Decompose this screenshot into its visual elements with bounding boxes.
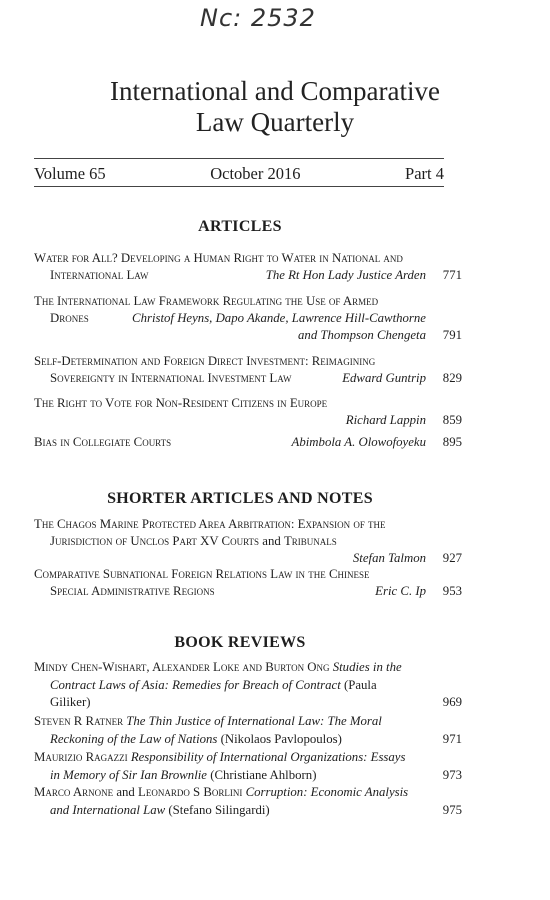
entry-title: Water for All? Developing a Human Right to Water in National and xyxy=(34,251,403,265)
issue-info xyxy=(34,164,444,184)
entry-author-cont: and Thompson Chengeta xyxy=(298,328,426,342)
review-authors: Mindy Chen-Wishart, Alexander Loke and Burton Ong xyxy=(34,660,330,674)
entry-title: Bias in Collegiate Courts xyxy=(34,435,172,449)
review-book-title-cont: in Memory of Sir Ian Brownlie xyxy=(50,767,207,782)
entry-page: 829 xyxy=(442,371,462,385)
journal-title xyxy=(0,76,550,138)
entry-title-cont: Sovereignty in International Investment Law xyxy=(50,371,292,385)
review-and: and xyxy=(116,785,135,799)
section-heading-articles: ARTICLES xyxy=(198,218,282,235)
entry-title-cont: Drones xyxy=(50,311,89,325)
toc-entry xyxy=(34,353,462,387)
toc-entry xyxy=(34,293,462,344)
review-reviewer: (Stefano Silingardi) xyxy=(168,802,270,817)
journal-title-line2: Law Quarterly xyxy=(195,107,355,137)
entry-author: Richard Lappin xyxy=(345,413,426,427)
entry-title: Comparative Subnational Foreign Relations Law in the Chinese xyxy=(34,567,370,581)
toc-entry xyxy=(34,395,462,429)
toc-entry xyxy=(34,250,462,284)
review-reviewer-cont: Giliker) xyxy=(50,695,91,709)
review-entry xyxy=(34,659,462,712)
toc-entry xyxy=(34,566,462,600)
review-reviewer: (Christiane Ahlborn) xyxy=(210,767,317,782)
entry-author: Christof Heyns, Dapo Akande, Lawrence Hill-Cawthorne xyxy=(132,311,426,325)
toc-entry xyxy=(34,434,462,451)
journal-title-line1: International and Comparative xyxy=(110,76,440,106)
entry-author: Stefan Talmon xyxy=(352,551,426,565)
entry-author: Edward Guntrip xyxy=(342,371,426,385)
section-heading-shorter: SHORTER ARTICLES AND NOTES xyxy=(107,490,373,507)
section-heading-book-reviews: BOOK REVIEWS xyxy=(174,634,306,651)
entry-title-cont: International Law xyxy=(50,268,149,282)
entry-title-cont: Jurisdiction of Unclos Part XV Courts xyxy=(50,534,260,548)
top-rule xyxy=(34,158,444,159)
entry-title: The Chagos Marine Protected Area Arbitration: Expansion of the xyxy=(34,517,386,531)
review-authors: Marco Arnone xyxy=(34,785,114,799)
review-entry xyxy=(34,784,462,819)
review-book-title: The Thin Justice of International Law: The Moral xyxy=(126,714,382,728)
entry-page: 927 xyxy=(442,551,462,565)
entry-title: The Right to Vote for Non-Resident Citizens in Europe xyxy=(34,396,328,410)
review-authors: Maurizio Ragazzi xyxy=(34,750,128,764)
bottom-rule xyxy=(34,186,444,187)
review-page: 975 xyxy=(442,802,462,817)
entry-page: 953 xyxy=(442,584,462,598)
entry-title: Self-Determination and Foreign Direct Investment: Reimagining xyxy=(34,354,376,368)
review-page: 971 xyxy=(442,731,462,746)
entry-title-and: and xyxy=(259,534,284,548)
review-book-title-cont: Reckoning of the Law of Nations xyxy=(50,731,218,746)
issue-date: October 2016 xyxy=(210,164,301,183)
review-entry xyxy=(34,749,462,784)
handwritten-catalog-note: Nc: 2532 xyxy=(200,4,316,32)
review-reviewer: (Paula xyxy=(343,677,377,692)
review-book-title: Corruption: Economic Analysis xyxy=(245,785,409,799)
entry-page: 895 xyxy=(442,435,462,449)
entry-title-tail: Tribunals xyxy=(283,534,337,548)
review-book-title-cont: and International Law xyxy=(50,802,166,817)
entry-title: The International Law Framework Regulating the Use of Armed xyxy=(34,294,379,308)
entry-author: The Rt Hon Lady Justice Arden xyxy=(265,268,426,282)
entry-page: 791 xyxy=(442,328,462,342)
toc-entry xyxy=(34,516,462,567)
entry-page: 859 xyxy=(442,413,462,427)
review-book-title: Responsibility of International Organizations: Essays xyxy=(130,750,406,764)
entry-title-cont: Special Administrative Regions xyxy=(50,584,215,598)
review-authors-b: Leonardo S Borlini xyxy=(138,785,243,799)
review-authors: Steven R Ratner xyxy=(34,714,124,728)
review-reviewer: (Nikolaos Pavlopoulos) xyxy=(220,731,342,746)
part: Part 4 xyxy=(405,164,444,183)
entry-author: Abimbola A. Olowofoyeku xyxy=(291,435,426,449)
review-page: 973 xyxy=(442,767,462,782)
review-book-title-cont: Contract Laws of Asia: Remedies for Breach of Contract xyxy=(50,677,341,692)
entry-author: Eric C. Ip xyxy=(375,584,426,598)
review-entry xyxy=(34,713,462,748)
entry-page: 771 xyxy=(442,268,462,282)
volume: Volume 65 xyxy=(34,164,106,183)
review-page: 969 xyxy=(442,695,462,709)
review-book-title: Studies in the xyxy=(332,660,402,674)
